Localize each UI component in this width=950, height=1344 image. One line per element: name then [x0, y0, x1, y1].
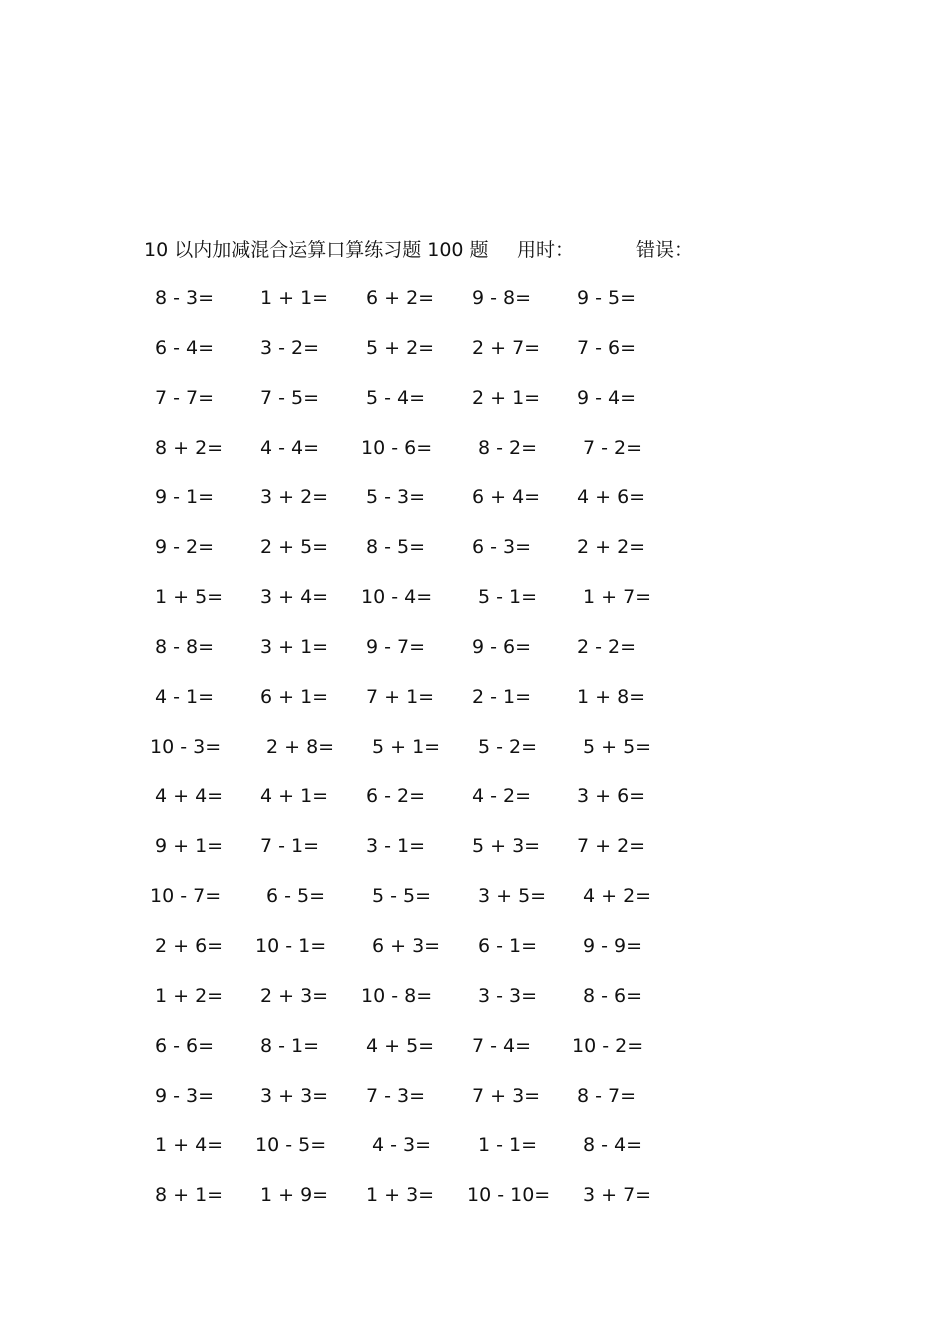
- problem-item: 8 - 6=: [583, 984, 643, 1007]
- problem-item: 6 + 1=: [260, 685, 329, 708]
- problem-item: 4 + 6=: [577, 486, 646, 509]
- problem-item: 1 + 1=: [260, 287, 329, 309]
- problem-item: 4 - 1=: [155, 685, 215, 708]
- problem-item: 9 - 7=: [366, 635, 426, 658]
- problem-item: 6 - 4=: [155, 336, 215, 359]
- problem-item: 10 - 1=: [255, 934, 327, 957]
- problem-row: [0, 1181, 950, 1231]
- problem-item: 3 - 3=: [478, 984, 538, 1007]
- worksheet-title: 10 以内加减混合运算口算练习题 100 题: [144, 239, 489, 261]
- problem-item: 4 - 3=: [372, 1134, 432, 1157]
- problem-item: 8 - 2=: [478, 436, 538, 459]
- problem-item: 3 + 4=: [260, 586, 329, 609]
- problem-row: [0, 384, 950, 434]
- problem-row: [0, 1131, 950, 1181]
- problem-item: 10 - 7=: [150, 885, 222, 908]
- problem-item: 2 + 5=: [260, 536, 329, 559]
- problem-item: 2 - 1=: [472, 685, 532, 708]
- problem-row: [0, 932, 950, 982]
- problem-item: 1 + 8=: [577, 685, 646, 708]
- problem-item: 8 - 8=: [155, 635, 215, 658]
- problem-item: 6 - 5=: [266, 885, 326, 908]
- problem-item: 1 + 7=: [583, 586, 652, 609]
- problem-item: 1 + 4=: [155, 1134, 224, 1157]
- problem-row: [0, 434, 950, 484]
- problem-item: 9 - 1=: [155, 486, 215, 509]
- problem-item: 5 + 5=: [583, 735, 652, 758]
- problem-item: 3 - 2=: [260, 336, 320, 359]
- problem-item: 7 + 3=: [472, 1084, 541, 1107]
- problem-item: 5 - 5=: [372, 885, 432, 908]
- problem-item: 9 - 4=: [577, 386, 637, 409]
- problem-item: 9 - 5=: [577, 287, 637, 309]
- problem-item: 8 - 4=: [583, 1134, 643, 1157]
- problem-item: 10 - 10=: [467, 1184, 551, 1207]
- problem-item: 6 - 3=: [472, 536, 532, 559]
- problem-item: 1 + 3=: [366, 1184, 435, 1207]
- problem-item: 6 - 6=: [155, 1034, 215, 1057]
- problem-row: [0, 733, 950, 783]
- problem-item: 10 - 6=: [361, 436, 433, 459]
- problem-row: [0, 633, 950, 683]
- worksheet-header: [144, 236, 784, 264]
- problem-item: 4 - 2=: [472, 785, 532, 808]
- problem-item: 5 - 2=: [478, 735, 538, 758]
- problem-row: [0, 483, 950, 533]
- problem-item: 1 - 1=: [478, 1134, 538, 1157]
- problem-item: 7 - 5=: [260, 386, 320, 409]
- problem-item: 3 + 5=: [478, 885, 547, 908]
- problem-item: 8 - 5=: [366, 536, 426, 559]
- problem-row: [0, 832, 950, 882]
- problem-item: 6 + 3=: [372, 934, 441, 957]
- problem-item: 7 - 1=: [260, 835, 320, 858]
- problem-item: 2 + 2=: [577, 536, 646, 559]
- problem-row: [0, 882, 950, 932]
- problem-item: 10 - 8=: [361, 984, 433, 1007]
- problem-item: 4 + 5=: [366, 1034, 435, 1057]
- problem-item: 1 + 5=: [155, 586, 224, 609]
- problem-item: 7 - 3=: [366, 1084, 426, 1107]
- problem-item: 4 - 4=: [260, 436, 320, 459]
- problem-item: 3 + 3=: [260, 1084, 329, 1107]
- problem-row: [0, 284, 950, 334]
- problem-item: 10 - 2=: [572, 1034, 644, 1057]
- problem-item: 4 + 4=: [155, 785, 224, 808]
- problem-row: [0, 1082, 950, 1132]
- problem-row: [0, 683, 950, 733]
- problem-item: 7 + 2=: [577, 835, 646, 858]
- problem-item: 4 + 1=: [260, 785, 329, 808]
- problem-item: 2 + 7=: [472, 336, 541, 359]
- problem-item: 5 + 1=: [372, 735, 441, 758]
- problem-item: 6 - 2=: [366, 785, 426, 808]
- problem-item: 9 - 3=: [155, 1084, 215, 1107]
- problem-item: 2 + 3=: [260, 984, 329, 1007]
- problem-item: 5 + 3=: [472, 835, 541, 858]
- problem-item: 9 - 9=: [583, 934, 643, 957]
- problem-item: 7 - 2=: [583, 436, 643, 459]
- problem-item: 5 - 4=: [366, 386, 426, 409]
- problem-item: 6 - 1=: [478, 934, 538, 957]
- problem-item: 7 - 6=: [577, 336, 637, 359]
- problem-item: 10 - 5=: [255, 1134, 327, 1157]
- problem-item: 8 - 3=: [155, 287, 215, 309]
- problem-row: [0, 1032, 950, 1082]
- problem-item: 8 - 1=: [260, 1034, 320, 1057]
- problem-item: 5 - 1=: [478, 586, 538, 609]
- problem-item: 6 + 4=: [472, 486, 541, 509]
- problem-item: 4 + 2=: [583, 885, 652, 908]
- time-used-label: 用时：: [517, 239, 575, 261]
- problem-item: 2 + 6=: [155, 934, 224, 957]
- problem-item: 6 + 2=: [366, 287, 435, 309]
- problem-item: 8 + 2=: [155, 436, 224, 459]
- problem-row: [0, 334, 950, 384]
- problem-item: 2 + 1=: [472, 386, 541, 409]
- error-count-label: 错误：: [636, 239, 694, 261]
- problem-item: 10 - 4=: [361, 586, 433, 609]
- problem-item: 9 + 1=: [155, 835, 224, 858]
- problem-item: 5 - 3=: [366, 486, 426, 509]
- problem-item: 9 - 6=: [472, 635, 532, 658]
- problem-item: 5 + 2=: [366, 336, 435, 359]
- problem-item: 1 + 9=: [260, 1184, 329, 1207]
- problem-item: 3 + 6=: [577, 785, 646, 808]
- problem-item: 9 - 2=: [155, 536, 215, 559]
- problem-item: 3 + 2=: [260, 486, 329, 509]
- problem-item: 2 - 2=: [577, 635, 637, 658]
- problem-row: [0, 533, 950, 583]
- problem-item: 8 - 7=: [577, 1084, 637, 1107]
- problem-item: 7 + 1=: [366, 685, 435, 708]
- problem-item: 9 - 8=: [472, 287, 532, 309]
- problem-row: [0, 782, 950, 832]
- problem-item: 2 + 8=: [266, 735, 335, 758]
- problem-item: 1 + 2=: [155, 984, 224, 1007]
- problem-item: 8 + 1=: [155, 1184, 224, 1207]
- problem-item: 3 + 7=: [583, 1184, 652, 1207]
- problem-item: 3 - 1=: [366, 835, 426, 858]
- problem-row: [0, 982, 950, 1032]
- problem-item: 10 - 3=: [150, 735, 222, 758]
- problem-grid: [0, 284, 950, 1231]
- problem-item: 7 - 4=: [472, 1034, 532, 1057]
- problem-row: [0, 583, 950, 633]
- problem-item: 7 - 7=: [155, 386, 215, 409]
- problem-item: 3 + 1=: [260, 635, 329, 658]
